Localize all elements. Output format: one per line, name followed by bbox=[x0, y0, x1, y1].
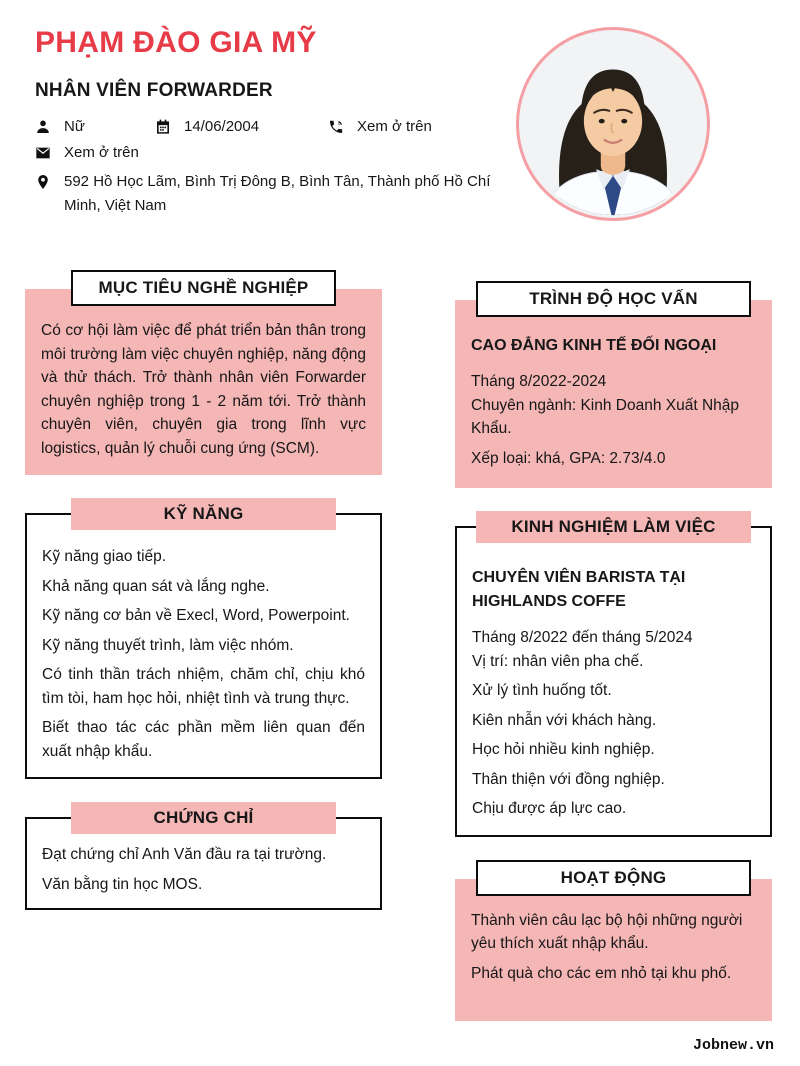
birthdate-value: 14/06/2004 bbox=[184, 118, 260, 135]
birthdate-field bbox=[155, 118, 328, 135]
education-grade: Xếp loại: khá, GPA: 2.73/4.0 bbox=[471, 449, 666, 467]
section-body-education bbox=[455, 300, 772, 488]
footer-brand: Jobnew.vn bbox=[692, 1037, 774, 1054]
education-major: Chuyên ngành: Kinh Doanh Xuất Nhập Khẩu. bbox=[471, 396, 740, 437]
phone-icon bbox=[328, 119, 344, 135]
calendar-icon bbox=[155, 119, 171, 135]
experience-item: Xử lý tình huống tốt. bbox=[472, 682, 612, 699]
candidate-name: PHẠM ĐÀO GIA MỸ bbox=[35, 26, 317, 59]
email-icon bbox=[35, 145, 51, 161]
skill-item: Kỹ năng giao tiếp. bbox=[42, 548, 167, 565]
phone-value: Xem ở trên bbox=[357, 118, 432, 135]
section-experience bbox=[455, 494, 772, 837]
skill-item: Biết thao tác các phần mềm liên quan đến xuất nhập khẩu. bbox=[42, 719, 365, 760]
section-body-experience bbox=[455, 526, 772, 837]
cv-columns bbox=[0, 243, 800, 1027]
certificate-item: Đạt chứng chỉ Anh Văn đầu ra tại trường. bbox=[42, 846, 327, 863]
email-value: Xem ở trên bbox=[64, 144, 139, 161]
gender-value: Nữ bbox=[64, 118, 85, 135]
experience-item: Kiên nhẫn với khách hàng. bbox=[472, 711, 657, 729]
section-body-activities bbox=[455, 879, 772, 1022]
skill-item: Kỹ năng thuyết trình, làm việc nhóm. bbox=[42, 636, 294, 654]
left-column bbox=[25, 253, 382, 1027]
education-period: Tháng 8/2022-2024 bbox=[471, 373, 607, 390]
section-objective bbox=[25, 253, 382, 475]
email-field bbox=[35, 144, 139, 161]
experience-period: Tháng 8/2022 đến tháng 5/2024 bbox=[472, 629, 693, 646]
section-title-certificates: CHỨNG CHỈ bbox=[71, 802, 336, 834]
section-title-skills: KỸ NĂNG bbox=[71, 498, 336, 530]
address-value: 592 Hồ Học Lãm, Bình Trị Đông B, Bình Tân, Thành phố Hồ Chí Minh, Việt Nam bbox=[64, 173, 491, 214]
right-column bbox=[455, 253, 772, 1027]
section-education bbox=[455, 264, 772, 488]
section-title-experience: KINH NGHIỆM LÀM VIỆC bbox=[476, 511, 751, 543]
experience-item: Học hỏi nhiều kinh nghiệp. bbox=[472, 741, 655, 758]
section-skills bbox=[25, 481, 382, 779]
phone-field bbox=[328, 118, 432, 135]
activity-item: Thành viên câu lạc bộ hội những người yêu thích xuất nhập khẩu. bbox=[471, 911, 743, 952]
section-body-skills bbox=[25, 513, 382, 779]
section-title-objective: MỤC TIÊU NGHỀ NGHIỆP bbox=[71, 270, 336, 306]
section-certificates bbox=[25, 785, 382, 910]
avatar-illustration bbox=[519, 30, 707, 218]
section-body-objective bbox=[25, 289, 382, 475]
skill-item: Kỹ năng cơ bản về Execl, Word, Powerpoint. bbox=[42, 607, 350, 624]
person-icon bbox=[35, 119, 51, 135]
section-title-activities: HOẠT ĐỘNG bbox=[476, 860, 751, 896]
gender-field bbox=[35, 118, 155, 135]
activity-item: Phát quà cho các em nhỏ tại khu phố. bbox=[471, 964, 732, 982]
address-field bbox=[35, 170, 509, 218]
cv-header bbox=[0, 0, 800, 243]
profile-photo bbox=[516, 27, 710, 221]
candidate-job-title: NHÂN VIÊN FORWARDER bbox=[35, 80, 273, 101]
experience-item: Thân thiện với đồng nghiệp. bbox=[472, 770, 665, 788]
certificate-item: Văn bằng tin học MOS. bbox=[42, 875, 203, 893]
section-activities bbox=[455, 843, 772, 1022]
location-pin-icon bbox=[35, 174, 51, 190]
section-title-education: TRÌNH ĐỘ HỌC VẤN bbox=[476, 281, 751, 317]
skill-item: Có tinh thần trách nhiệm, chăm chỉ, chịu khó tìm tòi, ham học hỏi, nhiệt tình và trung thực. bbox=[42, 666, 365, 707]
experience-item: Chịu được áp lực cao. bbox=[472, 800, 627, 817]
experience-position: Vị trí: nhân viên pha chế. bbox=[472, 652, 644, 670]
education-school: CAO ĐẲNG KINH TẾ ĐỐI NGOẠI bbox=[471, 337, 717, 354]
experience-role: CHUYÊN VIÊN BARISTA TẠI HIGHLANDS COFFE bbox=[472, 569, 686, 610]
objective-text: Có cơ hội làm việc để phát triển bản thân trong môi trường làm việc chuyên nghiệp, năng động và thử thách. Trở thành nhân viên Forwarder chuyên nghiệp trong 1 - 2 năm tới. Trở thành chuyên viên, chuyên gia trong lĩnh vực logistics, quản lý chuỗi cung ứng (SCM). bbox=[41, 322, 366, 457]
skill-item: Khả năng quan sát và lắng nghe. bbox=[42, 577, 270, 595]
